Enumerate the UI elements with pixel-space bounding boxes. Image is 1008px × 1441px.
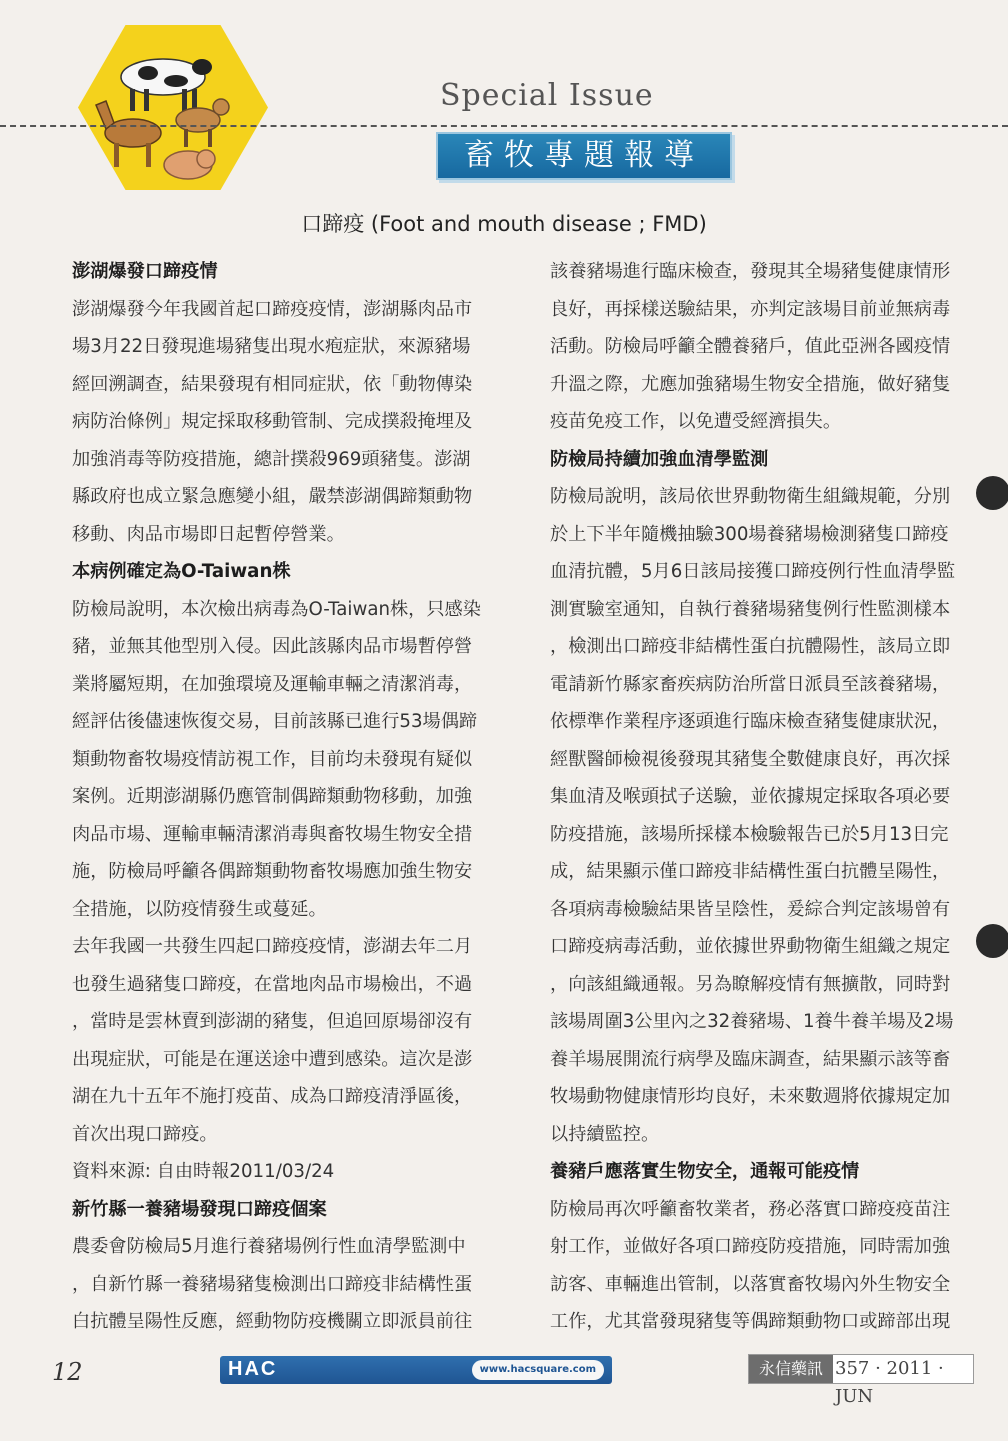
text-line: ，向該組織通報。另為瞭解疫情有無擴散，同時對 xyxy=(550,973,951,995)
text-line: 活動。防檢局呼籲全體養豬戶，值此亞洲各國疫情 xyxy=(550,336,951,357)
journal-issue: 357 · 2011 · JUN xyxy=(835,1358,944,1407)
text-line: 縣政府也成立緊急應變小組，嚴禁澎湖偶蹄類動物 xyxy=(72,486,473,507)
text-line: 口蹄疫病毒活動，並依據世界動物衛生組織之規定 xyxy=(550,936,951,957)
section-banner: 畜牧專題報導 xyxy=(436,132,732,180)
header-dashed-rule xyxy=(0,125,1008,127)
text-line: 場3月22日發現進場豬隻出現水疱症狀，來源豬場 xyxy=(72,336,471,357)
text-line: 測實驗室通知，自執行養豬場豬隻例行性監測樣本 xyxy=(550,598,951,620)
text-line: 農委會防檢局5月進行養豬場例行性血清學監測中 xyxy=(72,1236,466,1257)
text-line: 施，防檢局呼籲各偶蹄類動物畜牧場應加強生物安 xyxy=(72,861,473,882)
text-line: 以持續監控。 xyxy=(550,1123,660,1145)
text-line: 該場周圍3公里內之32養豬場、1養牛養羊場及2場 xyxy=(550,1011,954,1032)
text-line: 首次出現口蹄疫。 xyxy=(72,1123,218,1145)
text-line: 白抗體呈陽性反應，經動物防疫機關立即派員前往 xyxy=(72,1311,473,1332)
text-line: 病防治條例」規定採取移動管制、完成撲殺掩埋及 xyxy=(72,411,473,432)
text-line: 移動、肉品市場即日起暫停營業。 xyxy=(72,523,345,545)
text-line: 疫苗免疫工作，以免遭受經濟損失。 xyxy=(550,411,842,432)
text-line: 加強消毒等防疫措施，總計撲殺969頭豬隻。澎湖 xyxy=(72,448,471,470)
hac-url: www.hacsquare.com xyxy=(472,1360,604,1380)
text-line: 也發生過豬隻口蹄疫，在當地肉品市場檢出，不過 xyxy=(72,973,473,995)
text-line: 出現症狀，可能是在運送途中遭到感染。這次是澎 xyxy=(72,1048,473,1070)
text-line: ，當時是雲林賣到澎湖的豬隻，但追回原場卻沒有 xyxy=(72,1011,473,1032)
text-line: 該養豬場進行臨床檢查，發現其全場豬隻健康情形 xyxy=(550,261,951,282)
text-line: 防疫措施，該場所採樣本檢驗報告已於5月13日完 xyxy=(550,823,949,845)
livestock-hexagon-logo xyxy=(78,25,268,190)
text-line: 類動物畜牧場疫情訪視工作，目前均未發現有疑似 xyxy=(72,748,473,770)
text-line: 肉品市場、運輸車輛清潔消毒與畜牧場生物安全措 xyxy=(72,823,473,845)
hac-footer-banner xyxy=(220,1356,612,1384)
livestock-illustration xyxy=(78,25,268,190)
section-heading: 本病例確定為O-Taiwan株 xyxy=(72,561,291,582)
text-line: 各項病毒檢驗結果皆呈陰性，爰綜合判定該場曾有 xyxy=(550,898,951,920)
text-line: 集血清及喉頭拭子送驗，並依據規定採取各項必要 xyxy=(550,786,951,807)
page-number: 12 xyxy=(52,1358,83,1386)
special-issue-label: Special Issue xyxy=(440,78,654,113)
text-line: 成，結果顯示僅口蹄疫非結構性蛋白抗體呈陽性， xyxy=(550,861,951,882)
text-line: 豬，並無其他型別入侵。因此該縣肉品市場暫停營 xyxy=(72,636,473,657)
text-line: 防檢局再次呼籲畜牧業者，務必落實口蹄疫疫苗注 xyxy=(550,1198,951,1220)
text-line: 電請新竹縣家畜疾病防治所當日派員至該養豬場， xyxy=(550,673,951,695)
text-line: ，自新竹縣一養豬場豬隻檢測出口蹄疫非結構性蛋 xyxy=(72,1273,473,1295)
text-line: 升溫之際，尤應加強豬場生物安全措施，做好豬隻 xyxy=(550,373,951,395)
section-heading: 澎湖爆發口蹄疫情 xyxy=(72,261,218,282)
text-line: 業將屬短期，在加強環境及運輸車輛之清潔消毒， xyxy=(72,673,473,695)
text-line: 牧場動物健康情形均良好，未來數週將依據規定加 xyxy=(550,1086,951,1107)
text-line: 依標準作業程序逐頭進行臨床檢查豬隻健康狀況， xyxy=(550,711,951,732)
text-line: 經回溯調查，結果發現有相同症狀，依「動物傳染 xyxy=(72,373,473,395)
text-line: ，檢測出口蹄疫非結構性蛋白抗體陽性，該局立即 xyxy=(550,636,951,657)
text-line: 資料來源: 自由時報2011/03/24 xyxy=(72,1161,335,1182)
text-line: 湖在九十五年不施打疫苗、成為口蹄疫清淨區後， xyxy=(72,1086,473,1107)
text-line: 良好，再採樣送驗結果，亦判定該場目前並無病毒 xyxy=(550,298,951,320)
text-line: 血清抗體，5月6日該局接獲口蹄疫例行性血清學監 xyxy=(550,561,956,582)
text-line: 射工作，並做好各項口蹄疫防疫措施，同時需加強 xyxy=(550,1236,951,1257)
left-column xyxy=(72,253,497,1341)
text-line: 訪客、車輛進出管制，以落實畜牧場內外生物安全 xyxy=(550,1273,951,1295)
text-line: 全措施，以防疫情發生或蔓延。 xyxy=(72,898,327,920)
text-line: 經獸醫師檢視後發現其豬隻全數健康良好，再次採 xyxy=(550,748,951,770)
binding-hole-marker xyxy=(976,924,1008,958)
text-line: 經評估後儘速恢復交易，目前該縣已進行53場偶蹄 xyxy=(72,711,478,732)
journal-name: 永信藥訊 xyxy=(749,1355,833,1383)
text-line: 防檢局說明，本次檢出病毒為O-Taiwan株，只感染 xyxy=(72,598,481,620)
text-line: 防檢局說明，該局依世界動物衛生組織規範，分別 xyxy=(550,486,951,507)
text-line: 工作，尤其當發現豬隻等偶蹄類動物口或蹄部出現 xyxy=(550,1311,951,1332)
section-heading: 防檢局持續加強血清學監測 xyxy=(550,448,769,470)
right-column xyxy=(550,253,975,1341)
hac-logo: HAC xyxy=(228,1358,278,1380)
section-heading: 新竹縣一養豬場發現口蹄疫個案 xyxy=(72,1198,327,1220)
text-line: 去年我國一共發生四起口蹄疫疫情，澎湖去年二月 xyxy=(72,936,473,957)
text-line: 澎湖爆發今年我國首起口蹄疫疫情，澎湖縣肉品市 xyxy=(72,298,473,320)
text-line: 養羊場展開流行病學及臨床調查，結果顯示該等畜 xyxy=(550,1048,951,1070)
binding-hole-marker xyxy=(976,476,1008,510)
journal-badge xyxy=(748,1354,974,1407)
text-line: 案例。近期澎湖縣仍應管制偶蹄類動物移動，加強 xyxy=(72,786,473,807)
article-title: 口蹄疫 (Foot and mouth disease ; FMD) xyxy=(301,212,707,236)
section-heading: 養豬戶應落實生物安全，通報可能疫情 xyxy=(550,1161,860,1182)
text-line: 於上下半年隨機抽驗300場養豬場檢測豬隻口蹄疫 xyxy=(550,523,949,545)
